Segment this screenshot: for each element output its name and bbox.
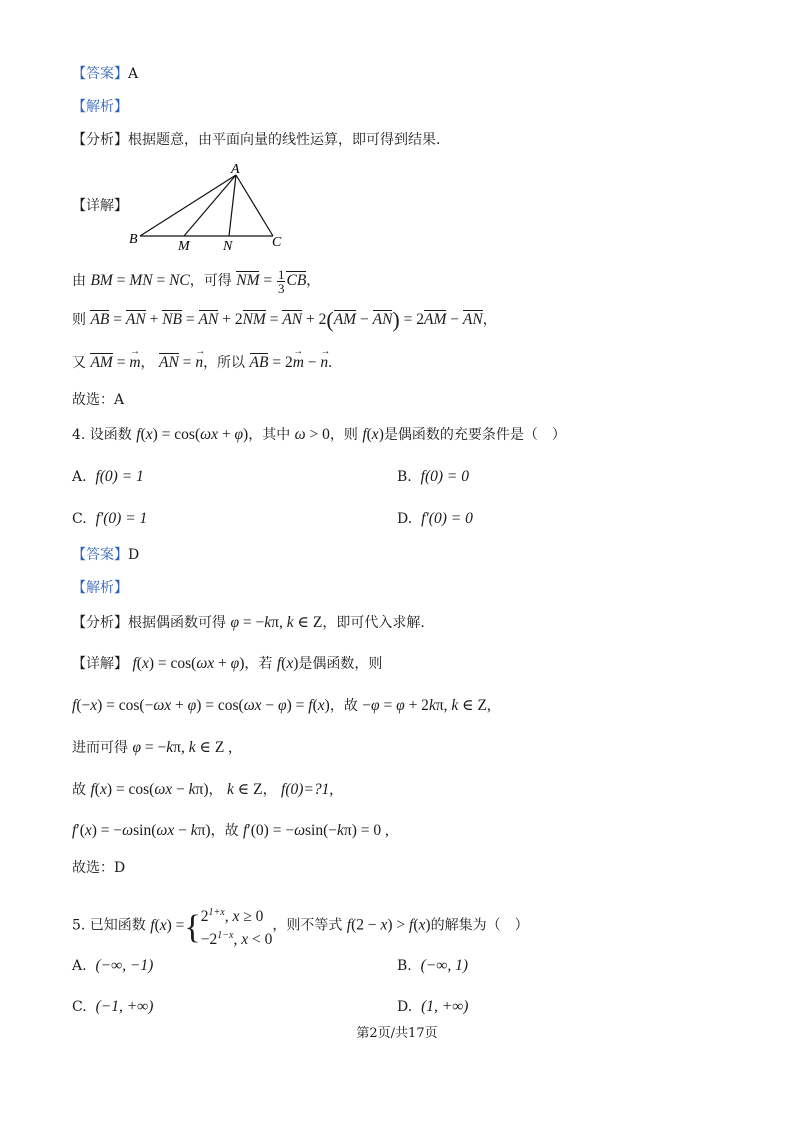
q4-fenxi-line: 【分析】根据偶函数可得 φ = −kπ, k ∈ Z，即可代入求解. xyxy=(72,614,425,631)
answer-tag: 【答案】 xyxy=(72,66,128,82)
label-C: C xyxy=(272,235,282,250)
q5-option-b[interactable]: B. (−∞, 1) xyxy=(397,957,468,974)
q3-step3: 又 AM = → m， AN = → n，所以 AB = 2→ m − → n. xyxy=(72,353,332,373)
analysis-tag: 【解析】 xyxy=(72,99,128,115)
q3-step1: 由 BM = MN = NC，可得 NM = $\frac{1}{3}$ CB， xyxy=(72,267,321,296)
q3-answer-line xyxy=(72,64,138,84)
q3-detail-tag-line xyxy=(72,196,128,216)
fenxi-tag: 【分析】 xyxy=(72,132,128,148)
q4-choice-line: 故选：D xyxy=(72,860,126,876)
q4-option-a[interactable]: A. f(0) = 1 xyxy=(72,468,144,485)
q3-answer-value: A xyxy=(128,66,139,82)
q4-option-b[interactable]: B. f(0) = 0 xyxy=(397,468,469,485)
q4-detail-1: 【详解】 f(x) = cos(ωx + φ)，若 f(x)是偶函数，则 xyxy=(72,655,383,672)
page-footer: 第2页/共17页 xyxy=(356,1026,438,1041)
q4-detail-4: 故 f(x) = cos(ωx − kπ)， k ∈ Z， f(0)=?1, xyxy=(72,781,334,798)
q3-fenxi-line xyxy=(72,130,440,150)
q3-equation-3: AB = AN + NB = AN + 2NM = AN + 2(AM − AN) = 2AM − AN xyxy=(90,307,483,332)
q3-step2: 则 AB = AN + NB = AN + 2NM = AN + 2(AM − AN) = 2AM − AN， xyxy=(72,307,497,332)
q4-detail-3: 进而可得 φ = −kπ, k ∈ Z , xyxy=(72,739,233,756)
q4-option-d[interactable]: D. f′(0) = 0 xyxy=(397,510,473,527)
q3-analysis-line xyxy=(72,97,128,117)
detail-tag: 【详解】 xyxy=(72,198,128,214)
q4-detail-2: f(−x) = cos(−ωx + φ) = cos(ωx − φ) = f(x)，故 −φ = φ + 2kπ, k ∈ Z, xyxy=(72,697,491,714)
q4-stem: 4. 设函数 f(x) = cos(ωx + φ)，其中 ω > 0，则 f(x)是偶函数的充要条件是（ ） xyxy=(72,426,566,443)
q4-answer-value: D xyxy=(128,547,140,563)
label-B: B xyxy=(129,232,138,247)
q5-option-d[interactable]: D. (1, +∞) xyxy=(397,998,469,1015)
q5-piecewise: f(x) ={ $2^{1+x}$, x ≥ 0 $-2^{1-x}$, x < 0 xyxy=(150,907,273,949)
q4-option-c[interactable]: C. f′(0) = 1 xyxy=(72,510,148,527)
triangle-diagram xyxy=(126,162,296,254)
q3-equation-6: AB = 2→ m − → n. xyxy=(250,354,333,371)
q5-stem: 5. 已知函数 f(x) ={ $2^{1+x}$, x ≥ 0 $-2^{1-x}$, x < 0 ，则不等式 f(2 − x) > f(x)的解集为（ ） xyxy=(72,907,529,949)
q4-detail-5: f′(x) = −ωsin(ωx − kπ)，故 f′(0) = −ωsin(−kπ) = 0 , xyxy=(72,822,389,839)
label-M: M xyxy=(178,239,190,254)
q4-analysis-line: 【解析】 xyxy=(72,580,128,596)
segment-AC xyxy=(236,175,273,236)
q4-function: f(x) = cos(ωx + φ) xyxy=(136,426,249,443)
segment-AB xyxy=(140,175,236,236)
q5-option-c[interactable]: C. (−1, +∞) xyxy=(72,998,154,1015)
q5-option-a[interactable]: A. (−∞, −1) xyxy=(72,957,154,974)
segment-AM xyxy=(184,175,236,236)
q4-answer-line: 【答案】D xyxy=(72,547,140,563)
label-N: N xyxy=(223,239,233,254)
q3-equation-1: BM = MN = NC xyxy=(90,272,190,290)
q3-equation-2: NM = $\frac{1}{3}$ CB xyxy=(236,267,307,296)
q3-equation-4: AM = → m xyxy=(90,354,140,371)
q3-equation-5: AN = → n xyxy=(159,354,203,371)
q3-choice-line: 故选：A xyxy=(72,392,125,408)
segment-AN xyxy=(229,175,236,236)
q3-fenxi-text: 根据题意，由平面向量的线性运算，即可得到结果. xyxy=(128,132,441,148)
label-A: A xyxy=(231,162,240,177)
